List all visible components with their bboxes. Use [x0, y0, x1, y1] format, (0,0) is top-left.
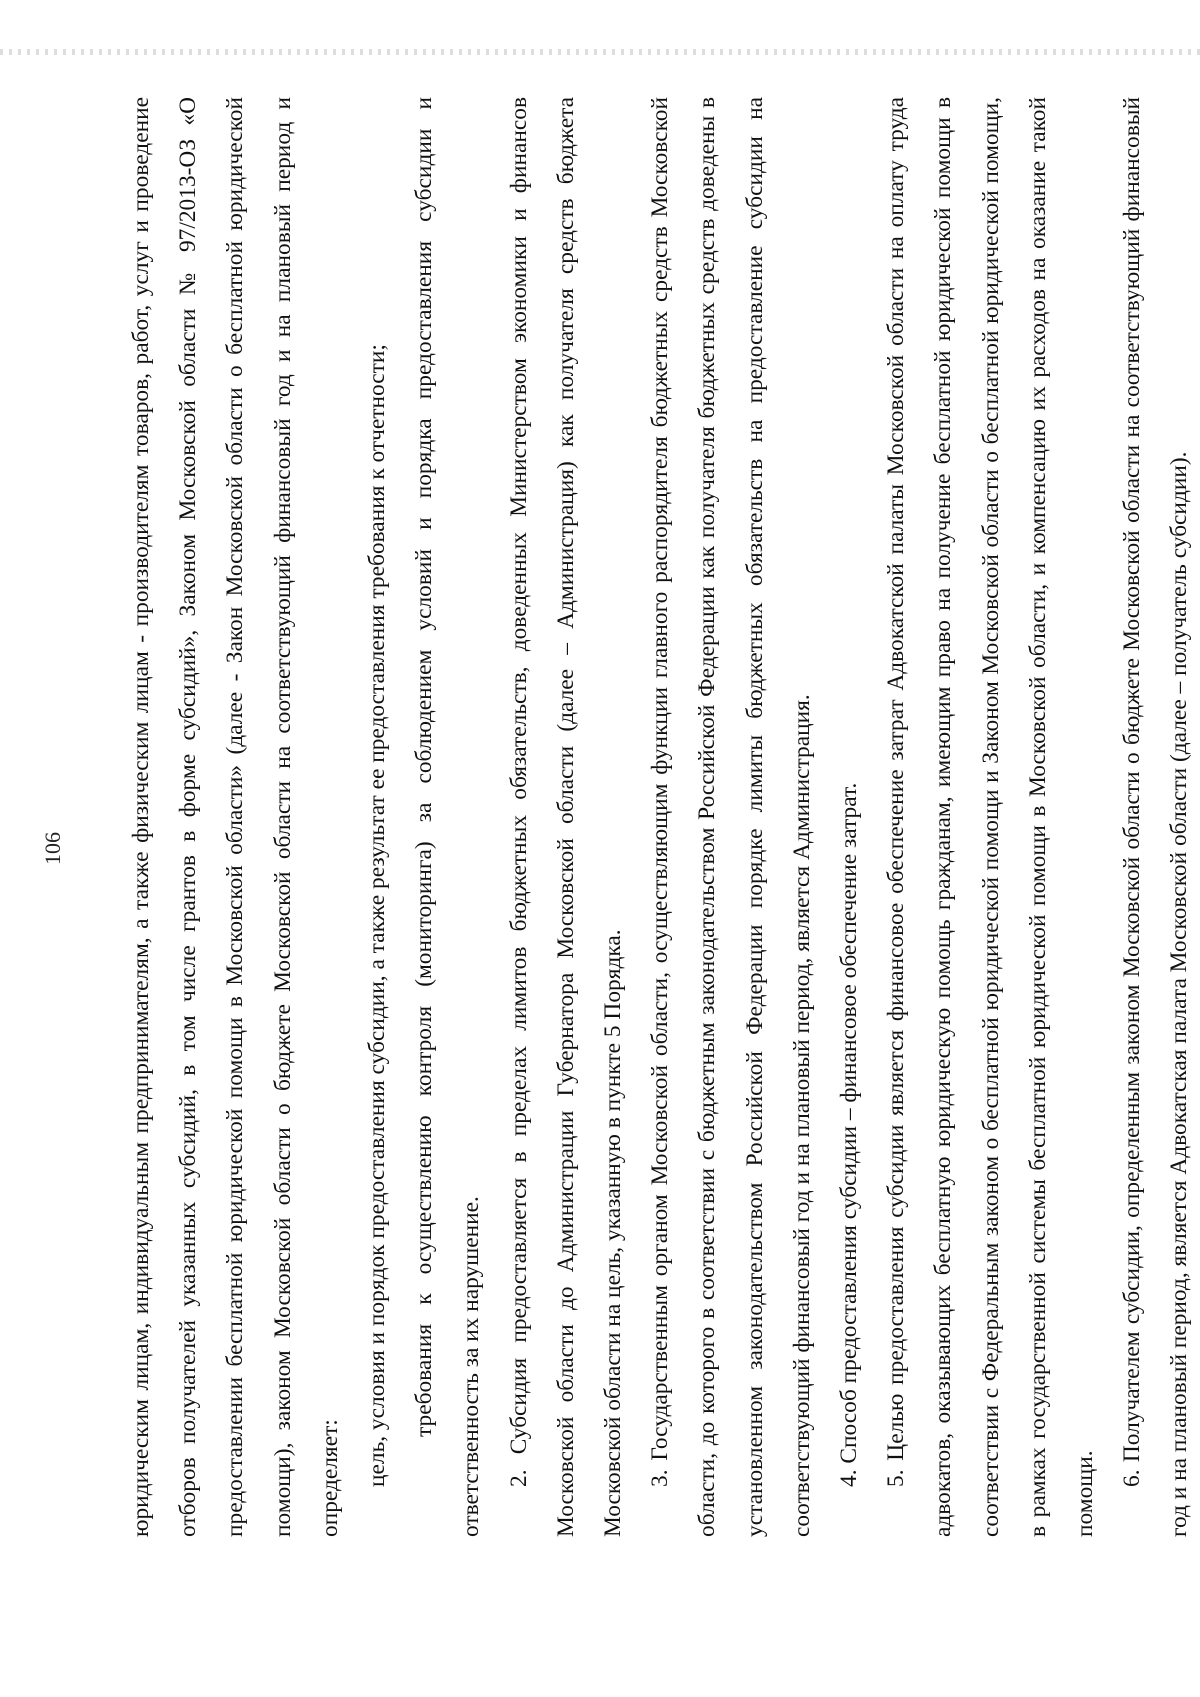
paragraph-item-2: 2. Субсидия предоставляется в пределах лимитов бюджетных обязательств, доведенных Министерством экономики и финансов Московской области до Администрации Губернатора Московской области (далее – Администрация) как получателя средств бюджета Московской области на цель, указанную в пункте 5 Порядка.	[505, 97, 627, 1537]
paragraph-item-6: 6. Получателем субсидии, определенным законом Московской области о бюджете Московской области на соответствующий финансовый год и на плановый период, является Адвокатская палата Московской области (далее – получатель субсидии).	[1119, 97, 1193, 1537]
paragraph-item-3: 3. Государственным органом Московской области, осуществляющим функции главного распорядителя бюджетных средств Московской области, до которого в соответствии с бюджетным законодательством Российской Федерации как получателя бюджетных средств доведены в установленном законодательством Российской Федерации порядке лимиты бюджетных обязательств на предоставление субсидии на соответствующий финансовый год и на плановый период, является Администрация.	[647, 97, 815, 1537]
page-number: 106	[40, 832, 65, 865]
document-body	[118, 97, 1200, 1537]
scan-edge-artifact	[0, 49, 1200, 55]
paragraph-item-4: 4. Способ предоставления субсидии – финансовое обеспечение затрат.	[836, 782, 863, 1487]
paragraph-control-requirements: требования к осуществлению контроля (мониторинга) за соблюдением условий и порядка предоставления субсидии и ответственность за их нарушение.	[411, 97, 485, 1537]
paragraph-item-5: 5. Целью предоставления субсидии является финансовое обеспечение затрат Адвокатской палаты Московской области на оплату труда адвокатов, оказывающих бесплатную юридическую помощь гражданам, имеющим право на получение бесплатной юридической помощи в соответствии с Федеральным законом о бесплатной юридической помощи и Законом Московской области о бесплатной юридической помощи, в рамках государственной системы бесплатной юридической помощи в Московской области, и компенсацию их расходов на оказание такой помощи.	[883, 97, 1099, 1537]
paragraph-goal-conditions: цель, условия и порядок предоставления субсидии, а также результат ее предоставления требования к отчетности;	[364, 344, 391, 1487]
paragraph-intro: юридическим лицам, индивидуальным предпринимателям, а также физическим лицам - производителям товаров, работ, услуг и проведение отборов получателей указанных субсидий, в том числе грантов в форме субсидий», Законом Московской области № 97/2013-ОЗ «О предоставлении бесплатной юридической помощи в Московской области» (далее - Закон Московской области о бесплатной юридической помощи), законом Московской области о бюджете Московской области на соответствующий финансовый год и на плановый период и определяет:	[128, 97, 343, 1537]
